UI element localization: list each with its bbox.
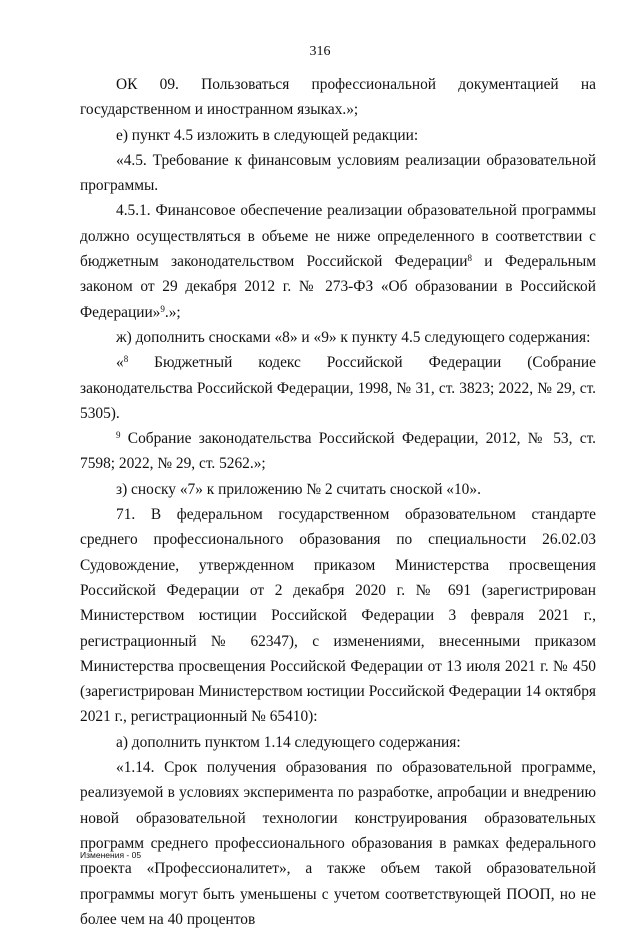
text-fragment: Бюджетный кодекс Российской Федерации (Собрание законодательства Российской Федерации, 1998, № 31, ст. 3823; 2022, № 29, ст. 5305). bbox=[80, 354, 596, 422]
text-fragment: и Федеральным законом от 29 декабря 2012 г. № 273-ФЗ «Об образовании в Российской Федерации» bbox=[80, 253, 596, 321]
footnote-ref-9: 9 bbox=[160, 303, 165, 314]
paragraph-item-zh: ж) дополнить сносками «8» и «9» к пункту 4.5 следующего содержания: bbox=[116, 328, 591, 346]
paragraph-1-14: «1.14. Срок получения образования по образовательной программе, реализуемой в условиях эксперимента по разработке, апробации и внедрению новой образовательной технологии конструирования образовательных программ среднего профессионального образования в рамках федерального проекта «Профессионалитет», а также объем такой образовательной программы могут быть уменьшены с учетом соответствующей ПООП, но не более чем на 40 процентов bbox=[80, 759, 596, 928]
text-fragment: « bbox=[116, 354, 124, 372]
paragraph-4-5: «4.5. Требование к финансовым условиям реализации образовательной программы. bbox=[80, 151, 596, 195]
footnote-ref-8: 8 bbox=[467, 253, 472, 264]
text-fragment: 4.5.1. Финансовое обеспечение реализации образовательной программы должно осуществляться в объеме не ниже определенного в соответствии с бюджетным законодательством Российской Федерации bbox=[80, 202, 596, 271]
footnote-9 bbox=[80, 426, 596, 477]
paragraph-4-5-1 bbox=[80, 198, 596, 324]
footnote-8 bbox=[80, 350, 596, 426]
footer-revision: Изменения - 05 bbox=[80, 850, 142, 860]
paragraph-item-z: з) сноску «7» к приложению № 2 считать сноской «10». bbox=[116, 480, 481, 498]
footnote-mark-9: 9 bbox=[116, 430, 121, 441]
paragraph-item-a: а) дополнить пунктом 1.14 следующего содержания: bbox=[116, 733, 461, 751]
page-number: 316 bbox=[309, 44, 331, 59]
text-fragment: Собрание законодательства Российской Федерации, 2012, № 53, ст. 7598; 2022, № 29, ст. 5262.»; bbox=[80, 430, 596, 473]
paragraph-71: 71. В федеральном государственном образовательном стандарте среднего профессионального образования по специальности 26.02.03 Судовождение, утвержденном приказом Министерства просвещения Российской Федерации от 2 декабря 2020 г. № 691 (зарегистрирован Министерством юстиции Российской Федерации 3 февраля 2021 г., регистрационный № 62347), с изменениями, внесенными приказом Министерства просвещения Российской Федерации от 13 июля 2021 г. № 450 (зарегистрирован Министерством юстиции Российской Федерации 14 октября 2021 г., регистрационный № 65410): bbox=[80, 506, 596, 726]
text-fragment: .»; bbox=[164, 303, 181, 321]
footnote-mark-8: 8 bbox=[123, 354, 129, 365]
paragraph-ok09: ОК 09. Пользоваться профессиональной документацией на государственном и иностранном языках.»; bbox=[80, 76, 596, 119]
document-body bbox=[80, 72, 596, 932]
paragraph-item-e: е) пункт 4.5 изложить в следующей редакции: bbox=[116, 126, 419, 144]
